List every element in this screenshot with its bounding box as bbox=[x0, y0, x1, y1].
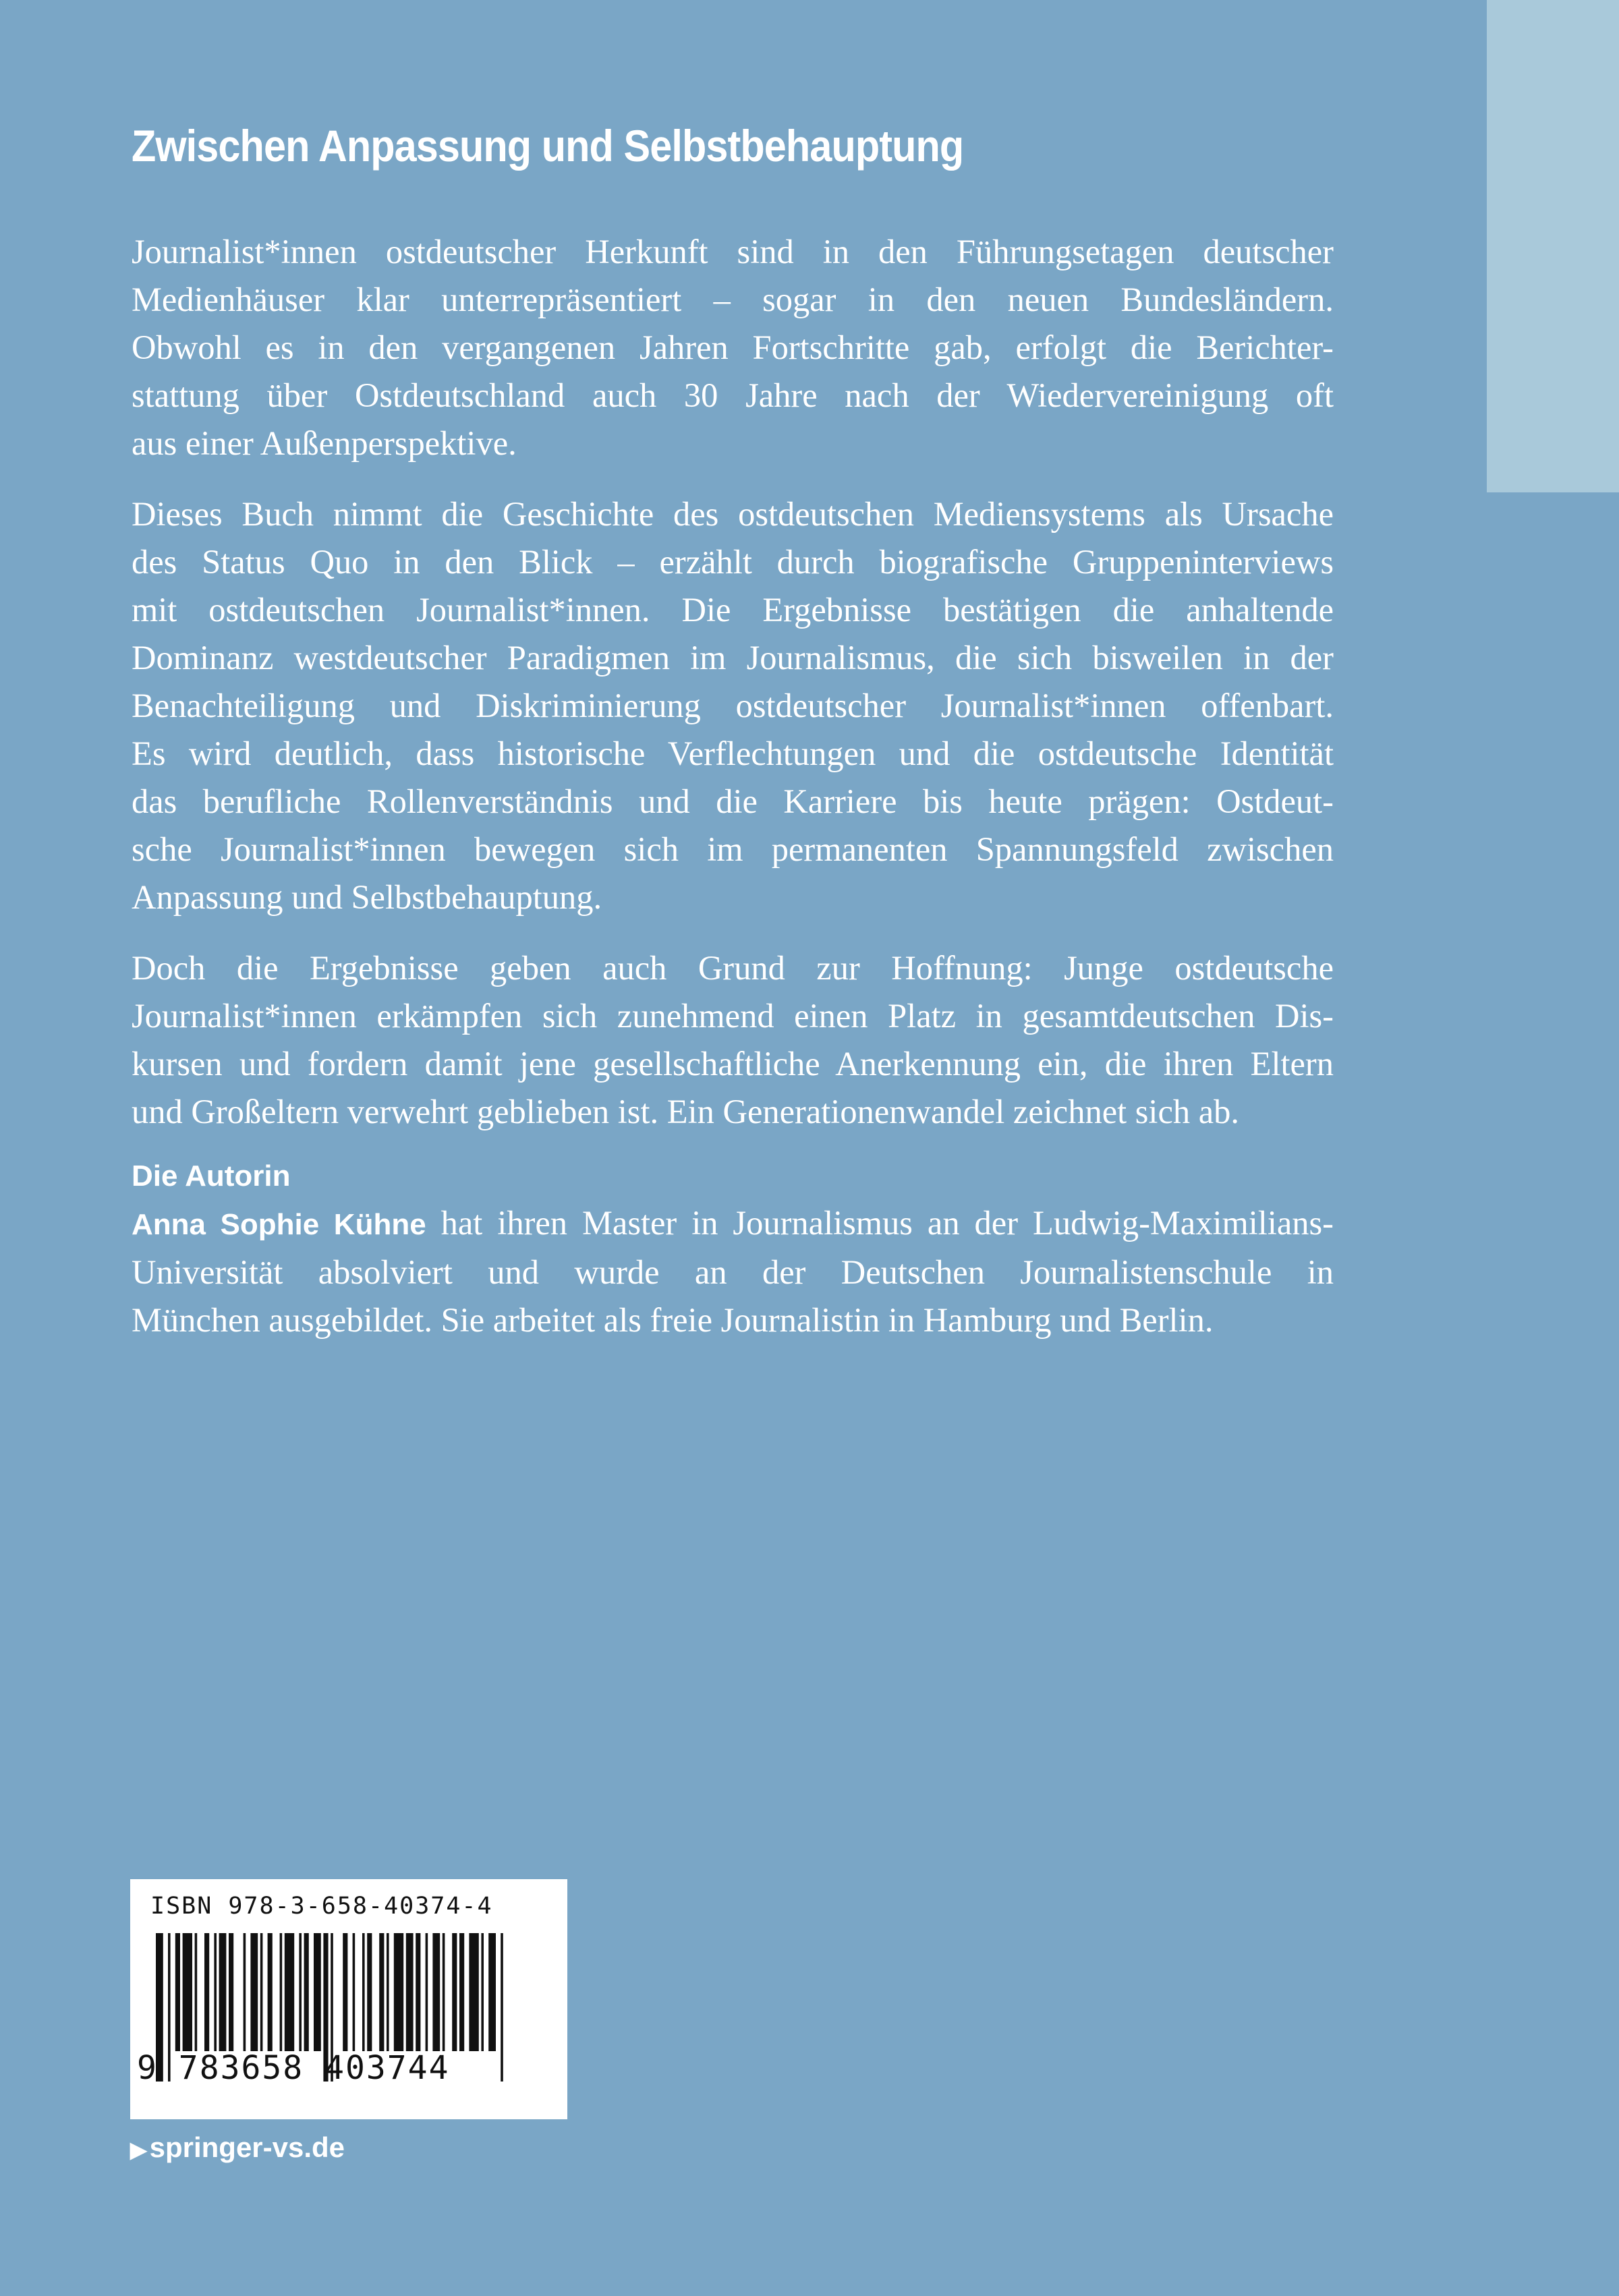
website-label: springer-vs.de bbox=[149, 2131, 345, 2163]
text-line: München ausgebildet. Sie arbeitet als freie Journalistin in Hamburg und Berlin. bbox=[132, 1301, 1214, 1339]
barcode-bar bbox=[367, 1933, 372, 2051]
author-bio bbox=[132, 1199, 1334, 1344]
barcode-bar bbox=[353, 1933, 356, 2051]
barcode-bar bbox=[362, 1933, 365, 2051]
text-line: Benachteiligung und Diskriminierung ostdeutscher Journalist*innen offenbart. bbox=[132, 687, 1334, 724]
author-heading: Die Autorin bbox=[132, 1159, 291, 1193]
paragraph-3 bbox=[132, 944, 1334, 1136]
barcode-bar bbox=[229, 1933, 233, 2051]
barcode-bar bbox=[214, 1933, 217, 2051]
paragraph-1 bbox=[132, 228, 1334, 467]
text-line: Es wird deutlich, dass historische Verflechtungen und die ostdeutsche Identität bbox=[132, 735, 1334, 772]
publisher-website[interactable] bbox=[130, 2131, 345, 2164]
barcode-bar bbox=[244, 1933, 246, 2051]
barcode-bar bbox=[443, 1933, 445, 2051]
barcode-bar bbox=[452, 1933, 457, 2051]
paragraph-2 bbox=[132, 490, 1334, 921]
barcode-digits: 9 783658 403744 bbox=[137, 2049, 450, 2087]
text-line: Medienhäuser klar unterrepräsentiert – sogar in den neuen Bundesländern. bbox=[132, 281, 1334, 318]
barcode-bar bbox=[343, 1933, 347, 2051]
text-line: Journalist*innen erkämpfen sich zunehmend einen Platz in gesamtdeutschen Dis- bbox=[132, 997, 1334, 1035]
barcode-bar bbox=[459, 1933, 464, 2051]
barcode-bar bbox=[379, 1933, 384, 2051]
barcode-bar bbox=[183, 1933, 192, 2051]
text-line: Universität absolviert und wurde an der Deutschen Journalistenschule in bbox=[132, 1253, 1334, 1291]
text-line: Dieses Buch nimmt die Geschichte des ostdeutschen Mediensystems als Ursache bbox=[132, 495, 1334, 533]
text-line: das berufliche Rollenverständnis und die Karriere bis heute prägen: Ostdeut- bbox=[132, 782, 1334, 820]
barcode-bar bbox=[416, 1933, 420, 2051]
barcode-bar bbox=[285, 1933, 294, 2051]
barcode-bar bbox=[195, 1933, 198, 2051]
barcode-bar bbox=[304, 1933, 309, 2051]
barcode-bar bbox=[469, 1933, 478, 2051]
corner-color-block bbox=[1487, 0, 1619, 492]
text-line: kursen und fordern damit jene gesellschaftliche Anerkennung ein, die ihren Eltern bbox=[132, 1045, 1334, 1083]
barcode-bar bbox=[387, 1933, 389, 2051]
barcode-bar bbox=[299, 1933, 302, 2051]
blurb bbox=[132, 228, 1334, 1367]
text-line: sche Journalist*innen bewegen sich im permanenten Spannungsfeld zwischen bbox=[132, 830, 1334, 868]
barcode-bar bbox=[432, 1933, 440, 2051]
barcode-bar bbox=[268, 1933, 273, 2051]
barcode-bar bbox=[314, 1933, 321, 2051]
text-line: Dominanz westdeutscher Paradigmen im Journalismus, die sich bisweilen in der bbox=[132, 639, 1334, 677]
author-bio-text: hat ihren Master in Journalismus an der Ludwig-Maximilians- bbox=[426, 1204, 1334, 1242]
barcode-bar bbox=[488, 1933, 496, 2051]
text-line: Doch die Ergebnisse geben auch Grund zur Hoffnung: Junge ostdeutsche bbox=[132, 949, 1334, 987]
isbn-barcode bbox=[130, 1879, 567, 2119]
text-line: stattung über Ostdeutschland auch 30 Jahre nach der Wiedervereinigung oft bbox=[132, 376, 1334, 414]
text-line: Anpassung und Selbstbehauptung. bbox=[132, 878, 602, 916]
barcode-bar bbox=[406, 1933, 414, 2051]
text-line bbox=[132, 1199, 1334, 1249]
text-line: des Status Quo in den Blick – erzählt durch biografische Gruppeninterviews bbox=[132, 543, 1334, 581]
barcode-bar bbox=[394, 1933, 403, 2051]
barcode-bar bbox=[260, 1933, 263, 2051]
barcode-bar bbox=[481, 1933, 484, 2051]
author-name: Anna Sophie Kühne bbox=[132, 1208, 426, 1241]
barcode-bar bbox=[250, 1933, 258, 2051]
text-line: Obwohl es in den vergangenen Jahren Fortschritte gab, erfolgt die Berichter- bbox=[132, 328, 1334, 366]
text-line: und Großeltern verwehrt geblieben ist. Ein Generationenwandel zeichnet sich ab. bbox=[132, 1093, 1240, 1130]
text-line: mit ostdeutschen Journalist*innen. Die Ergebnisse bestätigen die anhaltende bbox=[132, 591, 1334, 629]
text-line: Journalist*innen ostdeutscher Herkunft sind in den Führungsetagen deutscher bbox=[132, 233, 1334, 270]
barcode-bar bbox=[280, 1933, 283, 2051]
barcode-bar bbox=[426, 1933, 428, 2051]
barcode-bar bbox=[204, 1933, 209, 2051]
play-arrow-icon: ▶ bbox=[130, 2137, 147, 2162]
isbn-label: ISBN 978-3-658-40374-4 bbox=[150, 1893, 493, 1920]
barcode-bar bbox=[175, 1933, 180, 2051]
barcode-bar bbox=[219, 1933, 227, 2051]
book-title: Zwischen Anpassung und Selbstbehauptung bbox=[132, 121, 964, 171]
text-line: aus einer Außenperspektive. bbox=[132, 424, 517, 462]
